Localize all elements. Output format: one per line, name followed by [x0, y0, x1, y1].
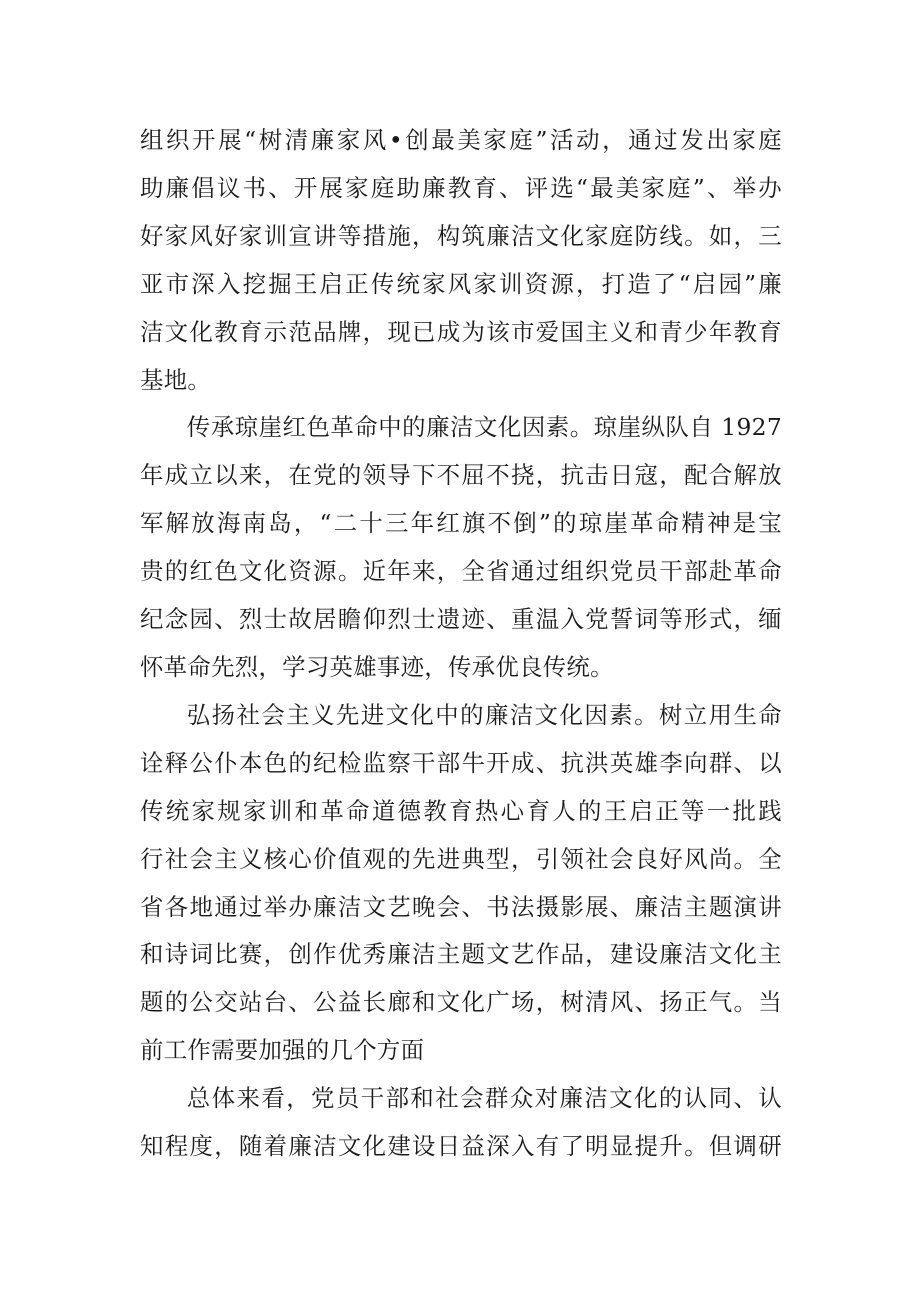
text-line: 诠释公仆本色的纪检监察干部牛开成、抗洪英雄李向群、以 — [140, 748, 782, 777]
text-line: 助廉倡议书、开展家庭助廉教育、评选“最美家庭”、举办 — [140, 173, 782, 202]
text-line: 行社会主义核心价值观的先进典型，引领社会良好风尚。全 — [140, 844, 782, 873]
text-line: 前工作需要加强的几个方面 — [140, 1036, 425, 1065]
text-line: 总体来看，党员干部和社会群众对廉洁文化的认同、认 — [186, 1084, 782, 1113]
text-line: 好家风好家训宣讲等措施，构筑廉洁文化家庭防线。如，三 — [140, 221, 782, 250]
text-line: 知程度，随着廉洁文化建设日益深入有了明显提升。但调研 — [140, 1132, 782, 1161]
text-line: 亚市深入挖掘王启正传统家风家训资源，打造了“启园”廉 — [140, 269, 782, 298]
text-line: 年成立以来，在党的领导下不屈不挠，抗击日寇，配合解放 — [140, 461, 782, 490]
paragraph-red-revolution — [140, 404, 782, 691]
text-line: 省各地通过举办廉洁文艺晚会、书法摄影展、廉洁主题演讲 — [140, 892, 782, 921]
text-line: 传承琼崖红色革命中的廉洁文化因素。琼崖纵队自 1927 — [186, 413, 782, 442]
paragraph-socialist-culture — [140, 692, 782, 1075]
text-line: 怀革命先烈，学习英雄事迹，传承优良传统。 — [140, 652, 614, 681]
text-line: 和诗词比赛，创作优秀廉洁主题文艺作品，建设廉洁文化主 — [140, 940, 782, 969]
text-line: 贵的红色文化资源。近年来，全省通过组织党员干部赴革命 — [140, 557, 782, 586]
text-line: 弘扬社会主义先进文化中的廉洁文化因素。树立用生命 — [186, 700, 782, 729]
paragraph-overall-view — [140, 1075, 782, 1171]
text-line: 军解放海南岛，“二十三年红旗不倒”的琼崖革命精神是宝 — [140, 509, 782, 538]
text-line: 洁文化教育示范品牌，现已成为该市爱国主义和青少年教育 — [140, 317, 782, 346]
text-line: 题的公交站台、公益长廊和文化广场，树清风、扬正气。当 — [140, 988, 782, 1017]
document-body — [140, 117, 782, 1171]
text-line: 传统家规家训和革命道德教育热心育人的王启正等一批践 — [140, 796, 782, 825]
text-line: 组织开展“树清廉家风•创最美家庭”活动，通过发出家庭 — [140, 126, 782, 154]
paragraph-family-integrity — [140, 117, 782, 404]
text-line: 基地。 — [140, 365, 212, 394]
text-line: 纪念园、烈士故居瞻仰烈士遗迹、重温入党誓词等形式，缅 — [140, 605, 782, 634]
